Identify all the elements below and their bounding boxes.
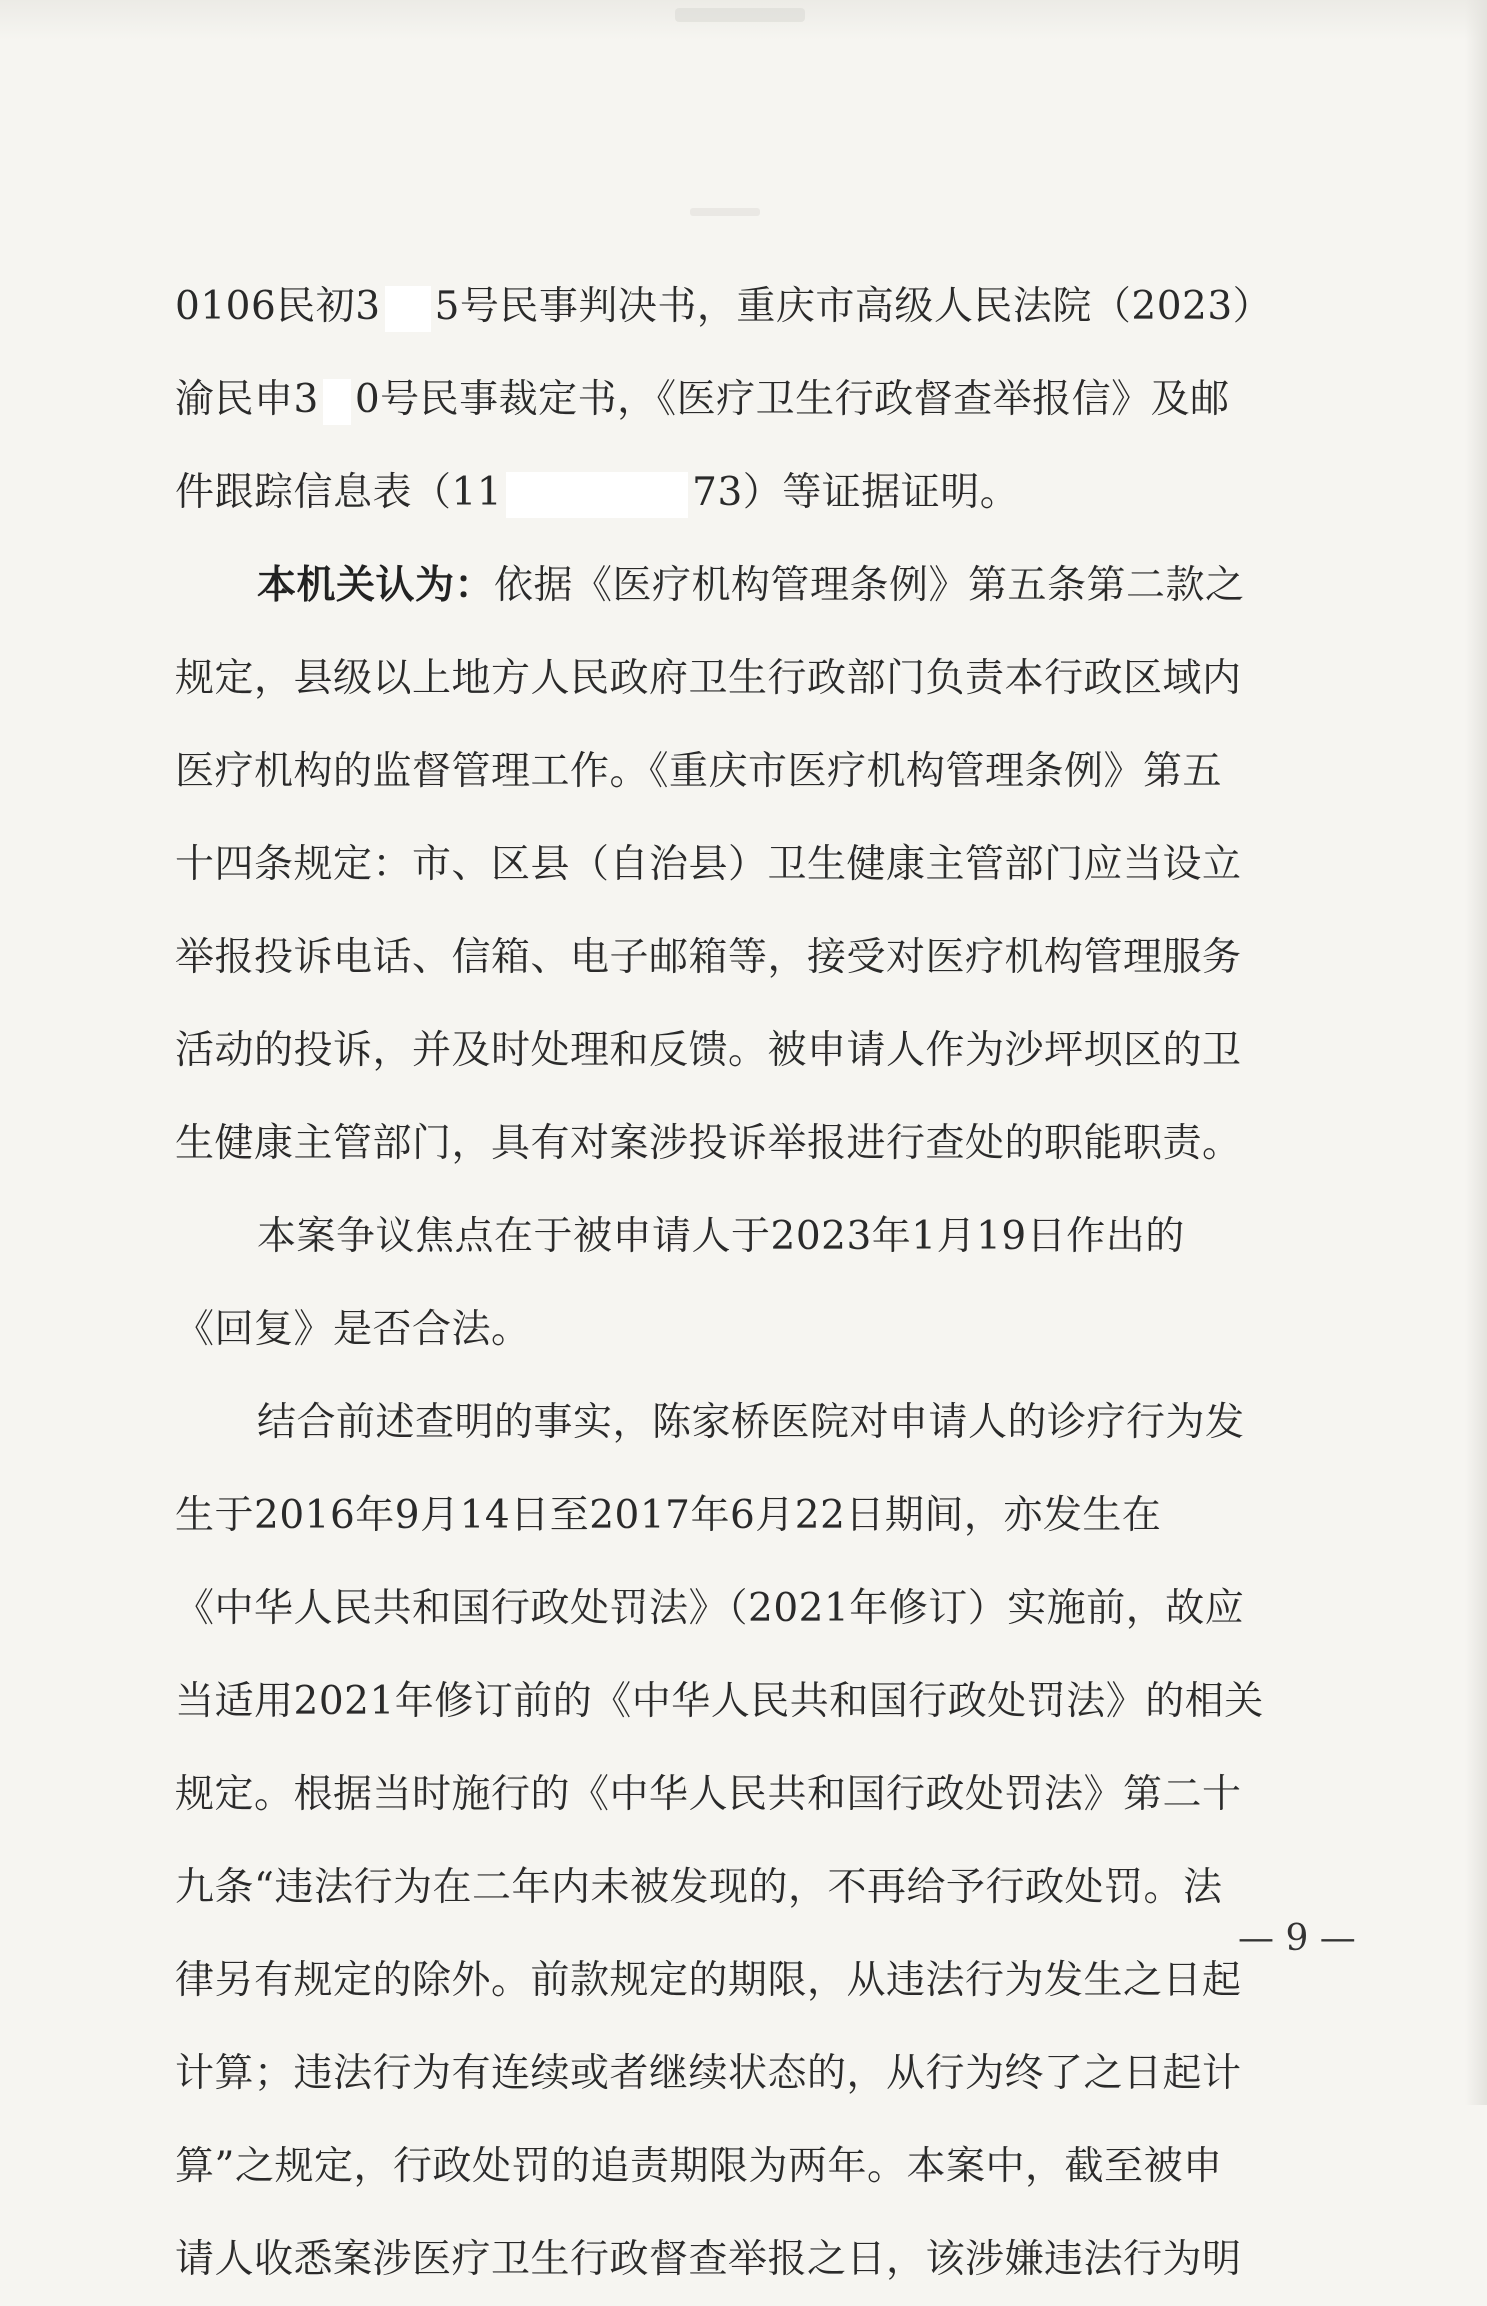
text-line: [175, 632, 1325, 725]
text-fragment: 生于2016年9月14日至2017年6月22日期间，亦发生在: [175, 1493, 1162, 1538]
text-fragment: 5号民事判决书，重庆市高级人民法院（2023）: [434, 284, 1273, 329]
text-line: [175, 1283, 1325, 1376]
bleed-through-mark: [690, 208, 760, 216]
text-fragment: 十四条规定：市、区县（自治县）卫生健康主管部门应当设立: [175, 842, 1242, 887]
redaction-box: [323, 379, 351, 425]
text-line: [175, 2213, 1325, 2306]
body-text: [175, 260, 1325, 2306]
text-fragment: 活动的投诉，并及时处理和反馈。被申请人作为沙坪坝区的卫: [175, 1028, 1242, 1073]
text-fragment: 九条“违法行为在二年内未被发现的，不再给予行政处罚。法: [175, 1865, 1223, 1910]
text-line: [175, 353, 1325, 446]
text-line: [175, 1562, 1325, 1655]
text-fragment: 计算；违法行为有连续或者继续状态的，从行为终了之日起计: [175, 2051, 1242, 2096]
text-line: [175, 1469, 1325, 1562]
text-fragment: 结合前述查明的事实，陈家桥医院对申请人的诊疗行为发: [257, 1400, 1245, 1445]
paragraph-lead: 本机关认为：: [257, 562, 495, 608]
text-fragment: 医疗机构的监督管理工作。《重庆市医疗机构管理条例》第五: [175, 749, 1223, 794]
text-fragment: 规定。根据当时施行的《中华人民共和国行政处罚法》第二十: [175, 1772, 1242, 1817]
text-fragment: 件跟踪信息表（11: [175, 470, 503, 515]
text-line: [175, 1190, 1325, 1283]
redaction-box: [506, 472, 688, 518]
text-fragment: 生健康主管部门，具有对案涉投诉举报进行查处的职能职责。: [175, 1121, 1242, 1166]
text-line: [175, 2120, 1325, 2213]
text-fragment: 《回复》是否合法。: [175, 1307, 531, 1352]
page-number: — 9 —: [1238, 1918, 1356, 1959]
text-fragment: 依据《医疗机构管理条例》第五条第二款之: [494, 563, 1245, 608]
text-line: [175, 725, 1325, 818]
text-fragment: 73）等证据证明。: [692, 470, 1020, 515]
text-fragment: 请人收悉案涉医疗卫生行政督查举报之日，该涉嫌违法行为明: [175, 2237, 1242, 2282]
text-fragment: 0号民事裁定书，《医疗卫生行政督查举报信》及邮: [354, 377, 1230, 422]
text-fragment: 《中华人民共和国行政处罚法》（2021年修订）实施前，故应: [175, 1586, 1245, 1631]
redaction-box: [385, 286, 431, 332]
bleed-through-mark: [675, 8, 805, 22]
text-line: [175, 2027, 1325, 2120]
text-line: [175, 539, 1325, 632]
text-fragment: 律另有规定的除外。前款规定的期限，从违法行为发生之日起: [175, 1958, 1242, 2003]
text-line: [175, 1097, 1325, 1190]
text-fragment: 本案争议焦点在于被申请人于2023年1月19日作出的: [257, 1214, 1185, 1259]
scan-shadow-right: [1465, 0, 1487, 2105]
text-line: [175, 446, 1325, 539]
text-fragment: 0106民初3: [175, 284, 381, 329]
text-fragment: 当适用2021年修订前的《中华人民共和国行政处罚法》的相关: [175, 1679, 1264, 1724]
text-fragment: 规定，县级以上地方人民政府卫生行政部门负责本行政区域内: [175, 656, 1242, 701]
text-fragment: 算”之规定，行政处罚的追责期限为两年。本案中，截至被申: [175, 2144, 1223, 2189]
text-line: [175, 1748, 1325, 1841]
text-line: [175, 818, 1325, 911]
text-fragment: 渝民申3: [175, 377, 319, 422]
text-line: [175, 1004, 1325, 1097]
text-line: [175, 260, 1325, 353]
text-line: [175, 1934, 1325, 2027]
text-fragment: 举报投诉电话、信箱、电子邮箱等，接受对医疗机构管理服务: [175, 935, 1242, 980]
text-line: [175, 1655, 1325, 1748]
text-line: [175, 911, 1325, 1004]
text-line: [175, 1841, 1325, 1934]
text-line: [175, 1376, 1325, 1469]
